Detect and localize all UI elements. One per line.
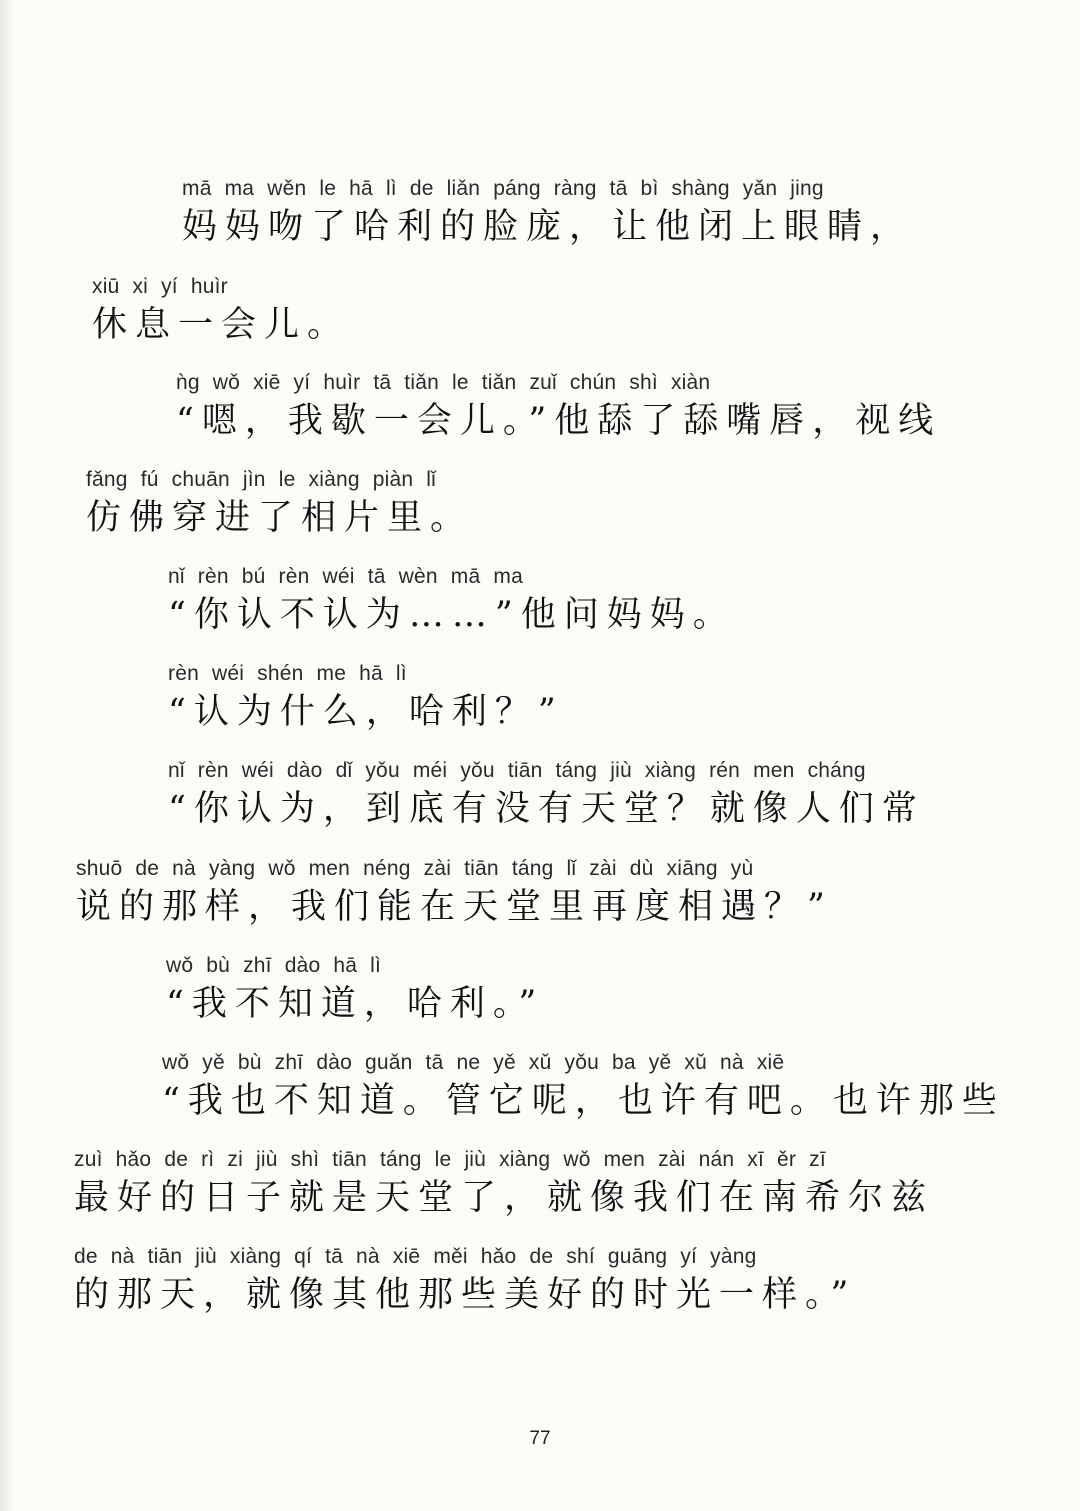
hanzi-line: 休息一会儿。	[92, 305, 351, 345]
pinyin-line: mā ma wěn le hā lì de liǎn páng ràng tā bì shàng yǎn jing	[182, 177, 824, 200]
pinyin-line: nǐ rèn bú rèn wéi tā wèn mā ma	[168, 565, 523, 588]
page-number: 77	[529, 1428, 551, 1449]
text-line-3	[176, 370, 941, 444]
hanzi-line: “我也不知道。管它呢，也许有吧。也许那些	[162, 1081, 1005, 1121]
pinyin-line: wǒ yě bù zhī dào guǎn tā ne yě xǔ yǒu ba yě xǔ nà xiē	[162, 1051, 785, 1074]
pinyin-line: de nà tiān jiù xiàng qí tā nà xiē měi hǎo de shí guāng yí yàng	[74, 1245, 757, 1268]
text-line-10	[162, 1050, 1005, 1124]
pinyin-line: rèn wéi shén me hā lì	[168, 662, 407, 685]
text-line-12	[74, 1244, 856, 1318]
text-line-8	[76, 856, 833, 930]
hanzi-line: “你认为，到底有没有天堂？就像人们常	[168, 789, 925, 829]
hanzi-line: 最好的日子就是天堂了，就像我们在南希尔兹	[74, 1178, 935, 1218]
hanzi-line: 的那天，就像其他那些美好的时光一样。”	[74, 1275, 857, 1315]
pinyin-line: shuō de nà yàng wǒ men néng zài tiān táng lǐ zài dù xiāng yù	[76, 857, 754, 880]
pinyin-line: nǐ rèn wéi dào dǐ yǒu méi yǒu tiān táng jiù xiàng rén men cháng	[168, 759, 866, 782]
text-line-2	[92, 274, 350, 348]
pinyin-line: ǹg wǒ xiē yí huìr tā tiǎn le tiǎn zuǐ chún shì xiàn	[176, 371, 711, 394]
hanzi-line: “嗯，我歇一会儿。”他舔了舔嘴唇，视线	[176, 401, 942, 441]
pinyin-line: fǎng fú chuān jìn le xiàng piàn lǐ	[86, 468, 437, 491]
text-line-1	[182, 176, 913, 250]
text-line-9	[166, 953, 544, 1027]
text-line-11	[74, 1147, 934, 1221]
hanzi-line: 仿佛穿进了相片里。	[86, 498, 474, 538]
text-line-5	[168, 564, 736, 638]
text-line-6	[168, 661, 564, 735]
hanzi-line: 妈妈吻了哈利的脸庞，让他闭上眼睛，	[182, 207, 914, 247]
hanzi-line: “你认不认为……”他问妈妈。	[168, 595, 736, 635]
hanzi-line: “认为什么，哈利？”	[168, 692, 564, 732]
pinyin-line: zuì hǎo de rì zi jiù shì tiān táng le jiù xiàng wǒ men zài nán xī ěr zī	[74, 1148, 826, 1171]
pinyin-line: wǒ bù zhī dào hā lì	[166, 954, 382, 977]
hanzi-line: “我不知道，哈利。”	[166, 984, 545, 1024]
text-line-4	[86, 467, 473, 541]
page-edge-shadow	[0, 0, 14, 1511]
pinyin-line: xiū xi yí huìr	[92, 275, 228, 298]
hanzi-line: 说的那样，我们能在天堂里再度相遇？”	[76, 887, 833, 927]
text-line-7	[168, 758, 925, 832]
